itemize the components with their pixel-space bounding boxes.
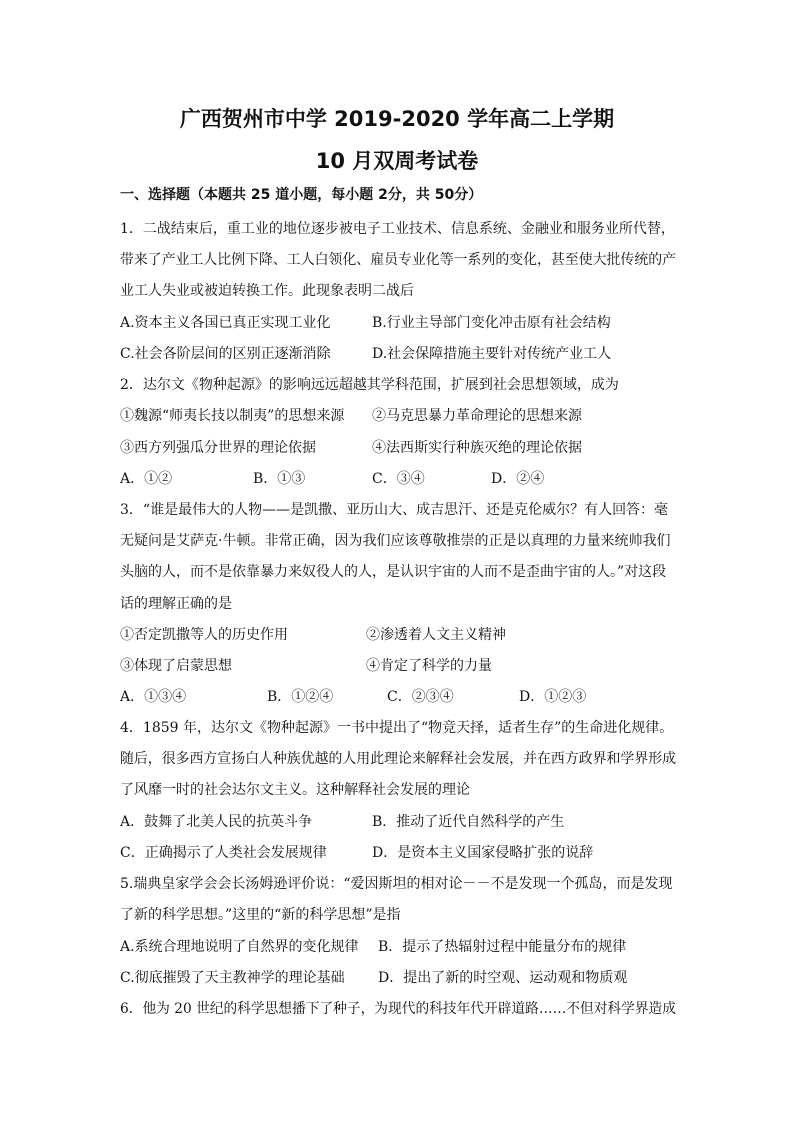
question-3-option-b: B．①②④ (267, 689, 334, 705)
question-5-option-d: D．提出了新的时空观、运动观和物质观 (378, 970, 628, 986)
question-3-option-d: D．①②③ (519, 689, 587, 705)
question-5-option-c: C.彻底摧毁了天主教神学的理论基础 (120, 970, 345, 986)
question-2-item-2: ②马克思暴力革命理论的思想来源 (372, 408, 582, 424)
question-1-line-3: 业工人失业或被迫转换工作。此现象表明二战后 (120, 283, 414, 299)
question-4-line-1: 4．1859 年，达尔文《物种起源》一书中提出了“物竞天择，适者生存”的生命进化规律。 (120, 720, 674, 736)
question-5-option-a: A.系统合理地说明了自然界的变化规律 (120, 939, 359, 955)
section-header: 一、选择题（本题共 25 道小题，每小题 2分，共 50分） (120, 187, 483, 203)
question-1-option-a: A.资本主义各国已真正实现工业化 (120, 315, 331, 331)
question-2-option-a: A．①② (120, 471, 173, 487)
question-5-line-1: 5.瑞典皇家学会会长汤姆逊评价说：“爱因斯坦的相对论－－不是发现一个孤岛，而是发现 (120, 876, 673, 892)
question-2-option-c: C．③④ (372, 471, 425, 487)
question-4-line-3: 了风靡一时的社会达尔文主义。这种解释社会发展的理论 (120, 782, 470, 798)
question-2-option-b: B．①③ (253, 471, 306, 487)
question-4-option-d: D．是资本主义国家侵略扩张的说辞 (372, 845, 594, 861)
question-4-option-c: C．正确揭示了人类社会发展规律 (120, 845, 327, 861)
question-4-option-b: B．推动了近代自然科学的产生 (372, 814, 565, 830)
question-1-option-c: C.社会各阶层间的区别正逐渐消除 (120, 346, 331, 362)
question-5-line-2: 了新的科学思想。”这里的“新的科学思想”是指 (120, 907, 401, 923)
exam-subtitle: 10 月双周考试卷 (315, 149, 479, 173)
question-1-option-b: B.行业主导部门变化冲击原有社会结构 (372, 315, 611, 331)
question-1-line-2: 带来了产业工人比例下降、工人白领化、雇员专业化等一系列的变化，甚至使大批传统的产 (120, 252, 677, 268)
question-3-line-1: 3．“谁是最伟大的人物——是凯撒、亚历山大、成吉思汗、还是克伦威尔？有人回答：毫 (120, 502, 669, 518)
question-3-item-1: ①否定凯撒等人的历史作用 (120, 627, 288, 643)
question-6-line-1: 6．他为 20 世纪的科学思想播下了种子，为现代的科技年代开辟道路……不但对科学界造成 (120, 1001, 676, 1017)
question-3-option-c: C．②③④ (387, 689, 454, 705)
question-3-item-2: ②渗透着人文主义精神 (366, 627, 506, 643)
question-2-option-d: D．②④ (491, 471, 545, 487)
question-1-option-d: D.社会保障措施主要针对传统产业工人 (372, 346, 612, 362)
exam-title: 广西贺州市中学 2019-2020 学年高二上学期 (179, 107, 615, 131)
question-1-line-1: 1．二战结束后，重工业的地位逐步被电子工业技术、信息系统、金融业和服务业所代替， (120, 221, 675, 237)
question-5-option-b: B．提示了热辐射过程中能量分布的规律 (378, 939, 627, 955)
question-3-line-3: 头脑的人，而不是依靠暴力来奴役人的人，是认识宇宙的人而不是歪曲宇宙的人。”对这段 (120, 564, 667, 580)
question-2-line-1: 2．达尔文《物种起源》的影响远远超越其学科范围，扩展到社会思想领域，成为 (120, 377, 619, 393)
question-3-line-4: 话的理解正确的是 (120, 596, 232, 612)
question-3-line-2: 无疑问是艾萨克·牛顿。非常正确，因为我们应该尊敬推崇的正是以真理的力量来统帅我们 (120, 533, 671, 549)
question-2-item-1: ①魏源“师夷长技以制夷”的思想来源 (120, 408, 345, 424)
question-2-item-3: ③西方列强瓜分世界的理论依据 (120, 440, 316, 456)
question-2-item-4: ④法西斯实行种族灭绝的理论依据 (372, 440, 582, 456)
question-3-item-4: ④肯定了科学的力量 (366, 658, 492, 674)
question-3-option-a: A．①③④ (120, 689, 187, 705)
question-4-line-2: 随后，很多西方宣扬白人种族优越的人用此理论来解释社会发展，并在西方政界和学界形成 (120, 751, 677, 767)
question-3-item-3: ③体现了启蒙思想 (120, 658, 232, 674)
question-4-option-a: A．鼓舞了北美人民的抗英斗争 (120, 814, 313, 830)
